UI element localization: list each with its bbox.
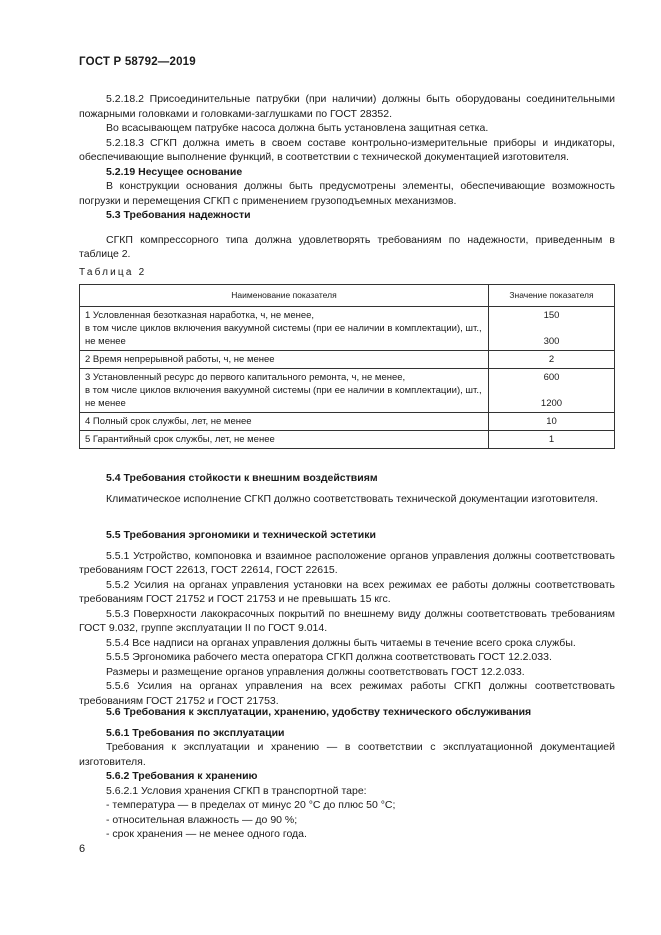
document-header: ГОСТ Р 58792—2019 [79, 56, 196, 68]
paragraph: Требования к эксплуатации и хранению — в соответствии с эксплуатационной документацией изготовителя. [79, 741, 615, 768]
paragraph: Во всасывающем патрубке насоса должна быть установлена защитная сетка. [106, 122, 489, 134]
subsection-title: 5.2.19 Несущее основание [106, 165, 243, 178]
paragraph: СГКП компрессорного типа должна удовлетворять требованиям по надежности, приведенным в таблице 2. [79, 233, 615, 260]
table-row [80, 369, 615, 413]
table-header-row [80, 285, 615, 307]
paragraph: 5.5.1 Устройство, компоновка и взаимное расположение органов управления должны соответствовать требованиям ГОСТ 22613, ГОСТ 22614, ГОСТ 22615. [79, 549, 615, 576]
list-item: - относительная влажность — до 90 %; [106, 813, 298, 826]
paragraph: Размеры и размещение органов управления должны соответствовать ГОСТ 12.2.033. [106, 665, 525, 678]
table-cell-value: 1 [489, 431, 615, 449]
table-cell-value: 10 [489, 413, 615, 431]
cell-value: 150 [543, 310, 560, 321]
section-5-3 [79, 208, 615, 262]
table-header-cell: Значение показателя [489, 285, 615, 307]
reliability-table [79, 284, 615, 449]
paragraph: 5.6.2.1 Условия хранения СГКП в транспортной таре: [106, 784, 367, 797]
table-cell-value: 2 [489, 351, 615, 369]
table-row [80, 351, 615, 369]
section-title: 5.3 Требования надежности [106, 209, 251, 221]
paragraph: 5.5.5 Эргономика рабочего места оператора СГКП должна соответствовать ГОСТ 12.2.033. [106, 651, 552, 663]
cell-value: 300 [543, 336, 560, 347]
cell-value: 1200 [540, 398, 563, 409]
subsection-title: 5.6.1 Требования по эксплуатации [106, 726, 285, 739]
cell-line: в том числе циклов включения вакуумной системы (при ее наличии в комплектации), шт., не менее [85, 385, 482, 409]
paragraph: 5.5.3 Поверхности лакокрасочных покрытий по внешнему виду должны соответствовать требованиям ГОСТ 9.032, группе эксплуатации II по ГОСТ 9.014. [79, 607, 615, 634]
paragraph: 5.5.4 Все надписи на органах управления должны быть читаемы в течение всего срока службы. [106, 636, 576, 649]
cell-value: 600 [543, 372, 560, 383]
paragraph: Климатическое исполнение СГКП должно соответствовать технической документации изготовителя. [106, 492, 598, 505]
table-row [80, 413, 615, 431]
list-item: - срок хранения — не менее одного года. [106, 828, 307, 840]
paragraph: 5.5.2 Усилия на органах управления установки на всех режимах ее работы должны соответствовать требованиям ГОСТ 21752 и ГОСТ 21753 и не превышать 15 кгс. [79, 578, 615, 605]
paragraph: 5.2.18.3 СГКП должна иметь в своем составе контрольно-измерительные приборы и индикаторы, обеспечивающие выполнение функций, в соответствии с технической документацией изготовителя. [79, 136, 615, 163]
cell-line: 3 Установленный ресурс до первого капитального ремонта, ч, не менее, [85, 372, 406, 383]
section-5-6 [79, 705, 615, 842]
section-5-2-18-block [79, 92, 615, 208]
table-cell [80, 369, 489, 413]
paragraph: 5.5.6 Усилия на органах управления на всех режимах работы СГКП должны соответствовать требованиям ГОСТ 21752 и ГОСТ 21753. [79, 680, 615, 707]
table-row [80, 307, 615, 351]
table-cell [80, 307, 489, 351]
table-header-cell: Наименование показателя [80, 285, 489, 307]
section-5-5 [79, 528, 615, 708]
table-row [80, 431, 615, 449]
table-cell-value [489, 369, 615, 413]
paragraph: 5.2.18.2 Присоединительные патрубки (при наличии) должны быть оборудованы соединительными пожарными головками и головками-заглушками по ГОСТ 28352. [79, 93, 615, 120]
table-caption: Таблица 2 [79, 267, 147, 278]
table-cell-value [489, 307, 615, 351]
table-cell: 2 Время непрерывной работы, ч, не менее [80, 351, 489, 369]
table-cell: 4 Полный срок службы, лет, не менее [80, 413, 489, 431]
list-item: - температура — в пределах от минус 20 °С до плюс 50 °С; [106, 799, 396, 811]
section-title: 5.6 Требования к эксплуатации, хранению, удобству технического обслуживания [106, 706, 532, 718]
section-title: 5.5 Требования эргономики и технической эстетики [106, 529, 376, 541]
section-title: 5.4 Требования стойкости к внешним воздействиям [106, 472, 378, 484]
table-cell: 5 Гарантийный срок службы, лет, не менее [80, 431, 489, 449]
subsection-title: 5.6.2 Требования к хранению [106, 770, 258, 782]
page-number: 6 [79, 843, 86, 855]
paragraph: В конструкции основания должны быть предусмотрены элементы, обеспечивающие возможность погрузки и перемещения СГКП с применением грузоподъемных механизмов. [79, 180, 615, 207]
cell-line: 1 Условленная безотказная наработка, ч, не менее, [85, 310, 315, 321]
section-5-4 [79, 471, 615, 506]
cell-line: в том числе циклов включения вакуумной системы (при ее наличии в комплектации), шт., не менее [85, 323, 482, 347]
